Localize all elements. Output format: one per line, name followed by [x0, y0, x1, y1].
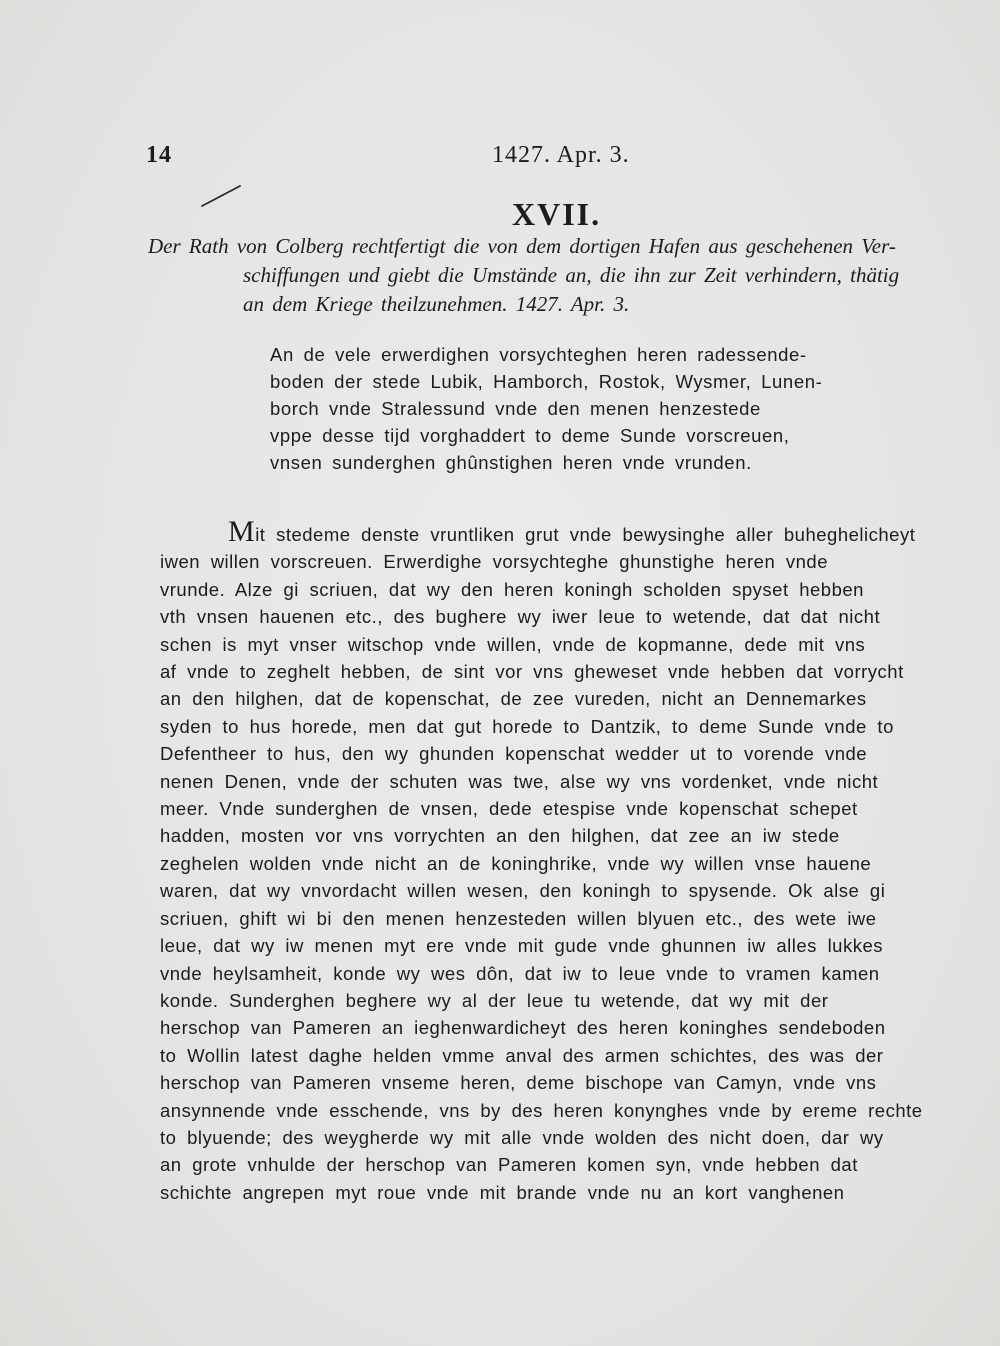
body-line: herschop van Pameren vnseme heren, deme bischope van Camyn, vnde vns	[160, 1072, 877, 1094]
body-line: meer. Vnde sunderghen de vnsen, dede etespise vnde kopenschat schepet	[160, 798, 858, 820]
page-number: 14	[146, 142, 172, 168]
address-line: borch vnde Stralessund vnde den menen henzestede	[270, 398, 761, 419]
running-head: 1427. Apr. 3.	[492, 142, 630, 168]
body-line: konde. Sunderghen beghere wy al der leue tu wetende, dat wy mit der	[160, 989, 829, 1011]
body-line: ansynnende vnde esschende, vns by des heren konynghes vnde by ereme rechte	[160, 1099, 923, 1121]
body-line: herschop van Pameren an ieghenwardicheyt des heren koninghes sendeboden	[160, 1017, 886, 1039]
body-line: iwen willen vorscreuen. Erwerdighe vorsychteghe ghunstighe heren vnde	[160, 551, 829, 573]
body-line: to Wollin latest daghe helden vmme anval des armen schichtes, des was der	[160, 1044, 884, 1066]
address-line: An de vele erwerdighen vorsychteghen heren radessende-	[270, 344, 807, 365]
body-line: an grote vnhulde der herschop van Pameren komen syn, vnde hebben dat	[160, 1154, 858, 1176]
body-line: vrunde. Alze gi scriuen, dat wy den heren koningh scholden spyset hebben	[160, 578, 864, 600]
body-line: to blyuende; des weygherde wy mit alle vnde wolden des nicht doen, dar wy	[160, 1126, 884, 1148]
body-line: vnde heylsamheit, konde wy wes dôn, dat iw to leue vnde to vramen kamen	[160, 962, 880, 984]
pencil-mark-icon	[200, 183, 244, 209]
letter-body	[160, 521, 970, 1206]
body-line: waren, dat wy vnvordacht willen wesen, den koningh to spysende. Ok alse gi	[160, 880, 886, 902]
body-line-first	[160, 521, 970, 548]
body-line: leue, dat wy iw menen myt ere vnde mit gude vnde ghunnen iw alles lukkes	[160, 935, 884, 957]
body-line: af vnde to zeghelt hebben, de sint vor vns gheweset vnde hebben dat vorrycht	[160, 661, 904, 683]
body-line: zeghelen wolden vnde nicht an de koninghrike, vnde wy willen vnse hauene	[160, 852, 872, 874]
address-line: vnsen sunderghen ghûnstighen heren vnde vrunden.	[270, 452, 752, 473]
body-line: syden to hus horede, men dat gut horede to Dantzik, to deme Sunde vnde to	[160, 715, 894, 737]
body-line: nenen Denen, vnde der schuten was twe, alse wy vns vordenket, vnde nicht	[160, 770, 879, 792]
address-line: vppe desse tijd vorghaddert to deme Sunde vorscreuen,	[270, 425, 790, 446]
summary-line: Der Rath von Colberg rechtfertigt die von dem dortigen Hafen aus geschehenen Ver-	[148, 234, 896, 258]
summary-line: schiffungen und giebt die Umstände an, die ihn zur Zeit verhindern, thätig	[243, 263, 900, 287]
summary-line: an dem Kriege theilzunehmen. 1427. Apr. 3.	[243, 292, 630, 316]
body-line: vth vnsen hauenen etc., des bughere wy iwer leue to wetende, dat dat nicht	[160, 606, 881, 628]
body-line: hadden, mosten vor vns vorrychten an den hilghen, dat zee an iw stede	[160, 825, 840, 847]
letter-address	[270, 341, 860, 476]
body-first-line-text: it stedeme denste vruntliken grut vnde bewysinghe aller buheghelicheyt	[255, 524, 916, 545]
page-header	[0, 142, 1000, 174]
drop-initial: M	[228, 521, 256, 548]
address-line: boden der stede Lubik, Hamborch, Rostok, Wysmer, Lunen-	[270, 371, 823, 392]
body-line: an den hilghen, dat de kopenschat, de zee vureden, nicht an Dennemarkes	[160, 688, 867, 710]
body-line: schen is myt vnser witschop vnde willen, vnde de kopmanne, dede mit vns	[160, 633, 866, 655]
body-line: schichte angrepen myt roue vnde mit brande vnde nu an kort vanghenen	[160, 1181, 845, 1203]
document-summary	[148, 232, 968, 319]
body-line: Defentheer to hus, den wy ghunden kopenschat wedder ut to vorende vnde	[160, 743, 868, 765]
document-number: XVII.	[512, 196, 602, 232]
body-line: scriuen, ghift wi bi den menen henzesteden willen blyuen etc., des wete iwe	[160, 907, 877, 929]
